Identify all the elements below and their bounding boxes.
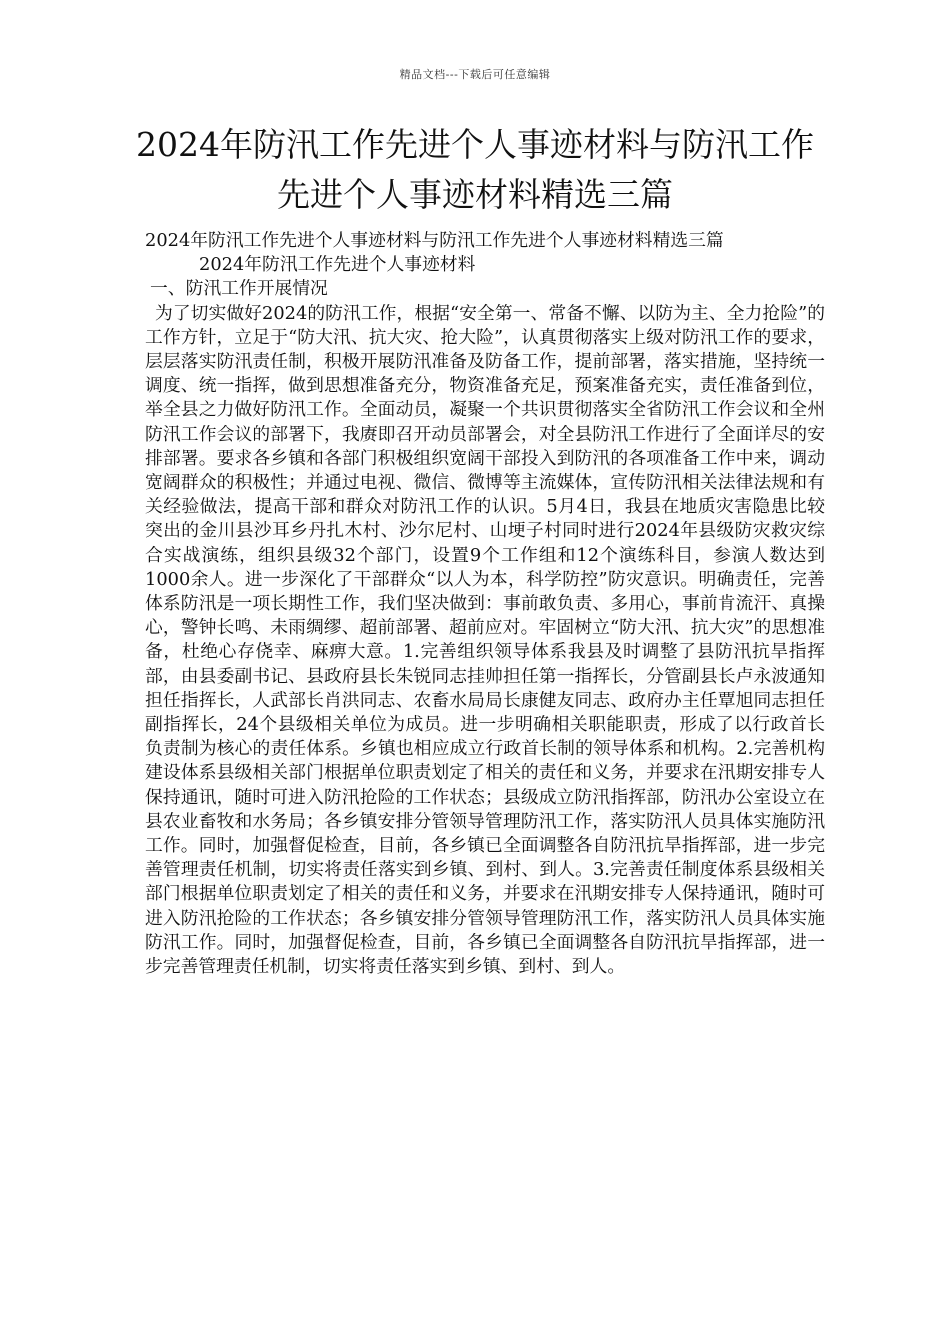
- document-body: [145, 229, 825, 979]
- subtitle-repeat: 2024年防汛工作先进个人事迹材料与防汛工作先进个人事迹材料精选三篇: [145, 230, 724, 251]
- heading-1: 一、防汛工作开展情况: [150, 278, 328, 300]
- body-paragraph: 为了切实做好2024的防汛工作，根据“安全第一、常备不懈、以防为主、全力抢险”的工作方针，立足于“防大汛、抗大灾、抢大险”，认真贯彻落实上级对防汛工作的要求，层层落实防汛责任制，积极开展防汛准备及防备工作，提前部署，落实措施，坚持统一调度、统一指挥，做到思想准备充分，物资准备充足，预案准备充实，责任准备到位，举全县之力做好防汛工作。全面动员，凝聚一个共识贯彻落实全省防汛工作会议和全州防汛工作会议的部署下，我赓即召开动员部署会，对全县防汛工作进行了全面详尽的安排部署。要求各乡镇和各部门积极组织宽阔干部投入到防汛的各项准备工作中来，调动宽阔群众的积极性；并通过电视、微信、微博等主流媒体，宣传防汛相关法律法规和有关经验做法，提高干部和群众对防汛工作的认识。5月4日，我县在地质灾害隐患比较突出的金川县沙耳乡丹扎木村、沙尔尼村、山埂子村同时进行2024年县级防灾救灾综合实战演练，组织县级32个部门，设置9个工作组和12个演练科目，参演人数达到1000余人。进一步深化了干部群众“以人为本，科学防控”防灾意识。明确责任，完善体系防汛是一项长期性工作，我们坚决做到：事前敢负责、多用心，事前肯流汗、真操心，警钟长鸣、未雨绸缪、超前部署、超前应对。牢固树立“防大汛、抗大灾”的思想准备，杜绝心存侥幸、麻痹大意。1.完善组织领导体系我县及时调整了县防汛抗旱指挥部，由县委副书记、县政府县长朱锐同志挂帅担任第一指挥长，分管副县长卢永波通知担任指挥长，人武部长肖洪同志、农畜水局局长康健友同志、政府办主任覃旭同志担任副指挥长，24个县级相关单位为成员。进一步明确相关职能职责，形成了以行政首长负责制为核心的责任体系。乡镇也相应成立行政首长制的领导体系和机构。2.完善机构建设体系县级相关部门根据单位职责划定了相关的责任和义务，并要求在汛期安排专人保持通讯，随时可进入防汛抢险的工作状态；县级成立防汛指挥部，防汛办公室设立在县农业畜牧和水务局；各乡镇安排分管领导管理防汛工作，落实防汛人员具体实施防汛工作。同时，加强督促检查，目前，各乡镇已全面调整各自防汛抗旱指挥部，进一步完善管理责任机制，切实将责任落实到乡镇、到村、到人。3.完善责任制度体系县级相关部门根据单位职责划定了相关的责任和义务，并要求在汛期安排专人保持通讯，随时可进入防汛抢险的工作状态；各乡镇安排分管领导管理防汛工作，落实防汛人员具体实施防汛工作。同时，加强督促检查，目前，各乡镇已全面调整各自防汛抗旱指挥部，进一步完善管理责任机制，切实将责任落实到乡镇、到村、到人。: [145, 302, 825, 978]
- document-title: 2024年防汛工作先进个人事迹材料与防汛工作先进个人事迹材料精选三篇: [136, 125, 814, 214]
- header-watermark: 精品文档---下载后可任意编辑: [399, 68, 551, 81]
- section-title: 2024年防汛工作先进个人事迹材料: [199, 254, 476, 276]
